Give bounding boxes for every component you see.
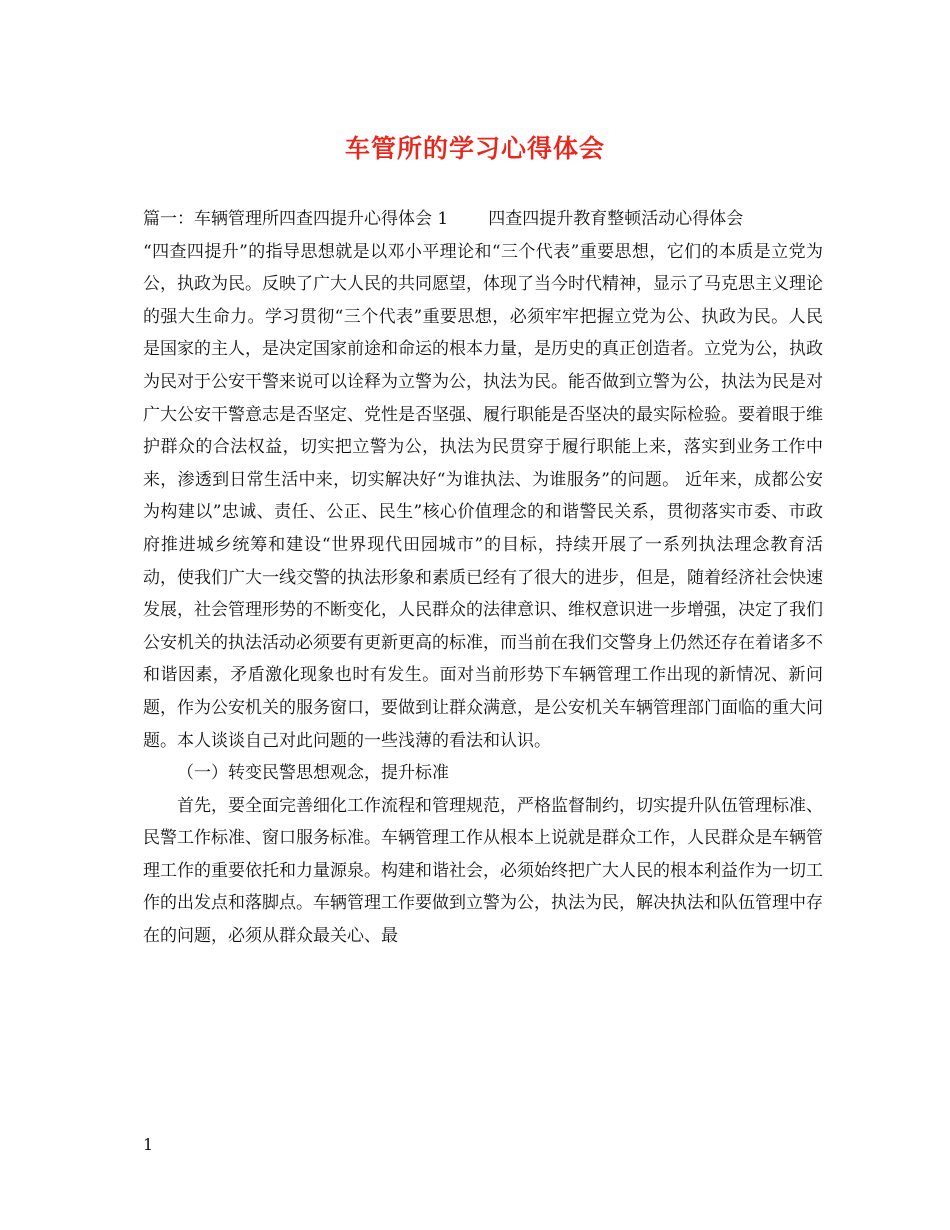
paragraph-1: “四查四提升”的指导思想就是以邓小平理论和“三个代表”重要思想，它们的本质是立党为公，执政为民。反映了广大人民的共同愿望，体现了当今时代精神，显示了马克思主义理论的强大生命力。学习贯彻“三个代表”重要思想，必须牢牢把握立党为公、执政为民。人民是国家的主人，是决定国家前途和命运的根本力量，是历史的真正创造者。立党为公，执政为民对于公安干警来说可以诠释为立警为公，执法为民。能否做到立警为公，执法为民是对广大公安干警意志是否坚定、党性是否坚强、履行职能是否坚决的最实际检验。要着眼于维护群众的合法权益，切实把立警为公，执法为民贯穿于履行职能上来，落实到业务工作中来，渗透到日常生活中来，切实解决好“为谁执法、为谁服务”的问题。 近年来，成都公安为构建以”忠诚、责任、公正、民生”核心价值理念的和谐警民关系，贯彻落实市委、市政府推进城乡统筹和建设“世界现代田园城市”的目标，持续开展了一系列执法理念教育活动，使我们广大一线交警的执法形象和素质已经有了很大的进步，但是，随着经济社会快速发展，社会管理形势的不断变化，人民群众的法律意识、维权意识进一步增强，决定了我们公安机关的执法活动必须要有更新更高的标准，而当前在我们交警身上仍然还存在着诸多不和谐因素，矛盾激化现象也时有发生。面对当前形势下车辆管理工作出现的新情况、新问题，作为公安机关的服务窗口，要做到让群众满意，是公安机关车辆管理部门面临的重大问题。本人谈谈自己对此问题的一些浅薄的看法和认识。 [143,241,823,751]
document-body [143,203,823,953]
section-heading: （一）转变民警思想观念，提升标准 [177,763,449,784]
paragraph-2: 首先，要全面完善细化工作流程和管理规范，严格监督制约，切实提升队伍管理标准、民警工作标准、窗口服务标准。车辆管理工作从根本上说就是群众工作，人民群众是车辆管理工作的重要依托和力量源泉。构建和谐社会，必须始终把广大人民的根本利益作为一切工作的出发点和落脚点。车辆管理工作要做到立警为公，执法为民，解决执法和队伍管理中存在的问题，必须从群众最关心、最 [143,795,823,947]
document-title: 车管所的学习心得体会 [344,134,605,163]
heading-line-left: 篇一：车辆管理所四查四提升心得体会 1 [143,209,449,229]
heading-line [143,203,823,236]
page-number: 1 [143,1135,154,1154]
heading-line-right: 四查四提升教育整顿活动心得体会 [488,209,744,229]
